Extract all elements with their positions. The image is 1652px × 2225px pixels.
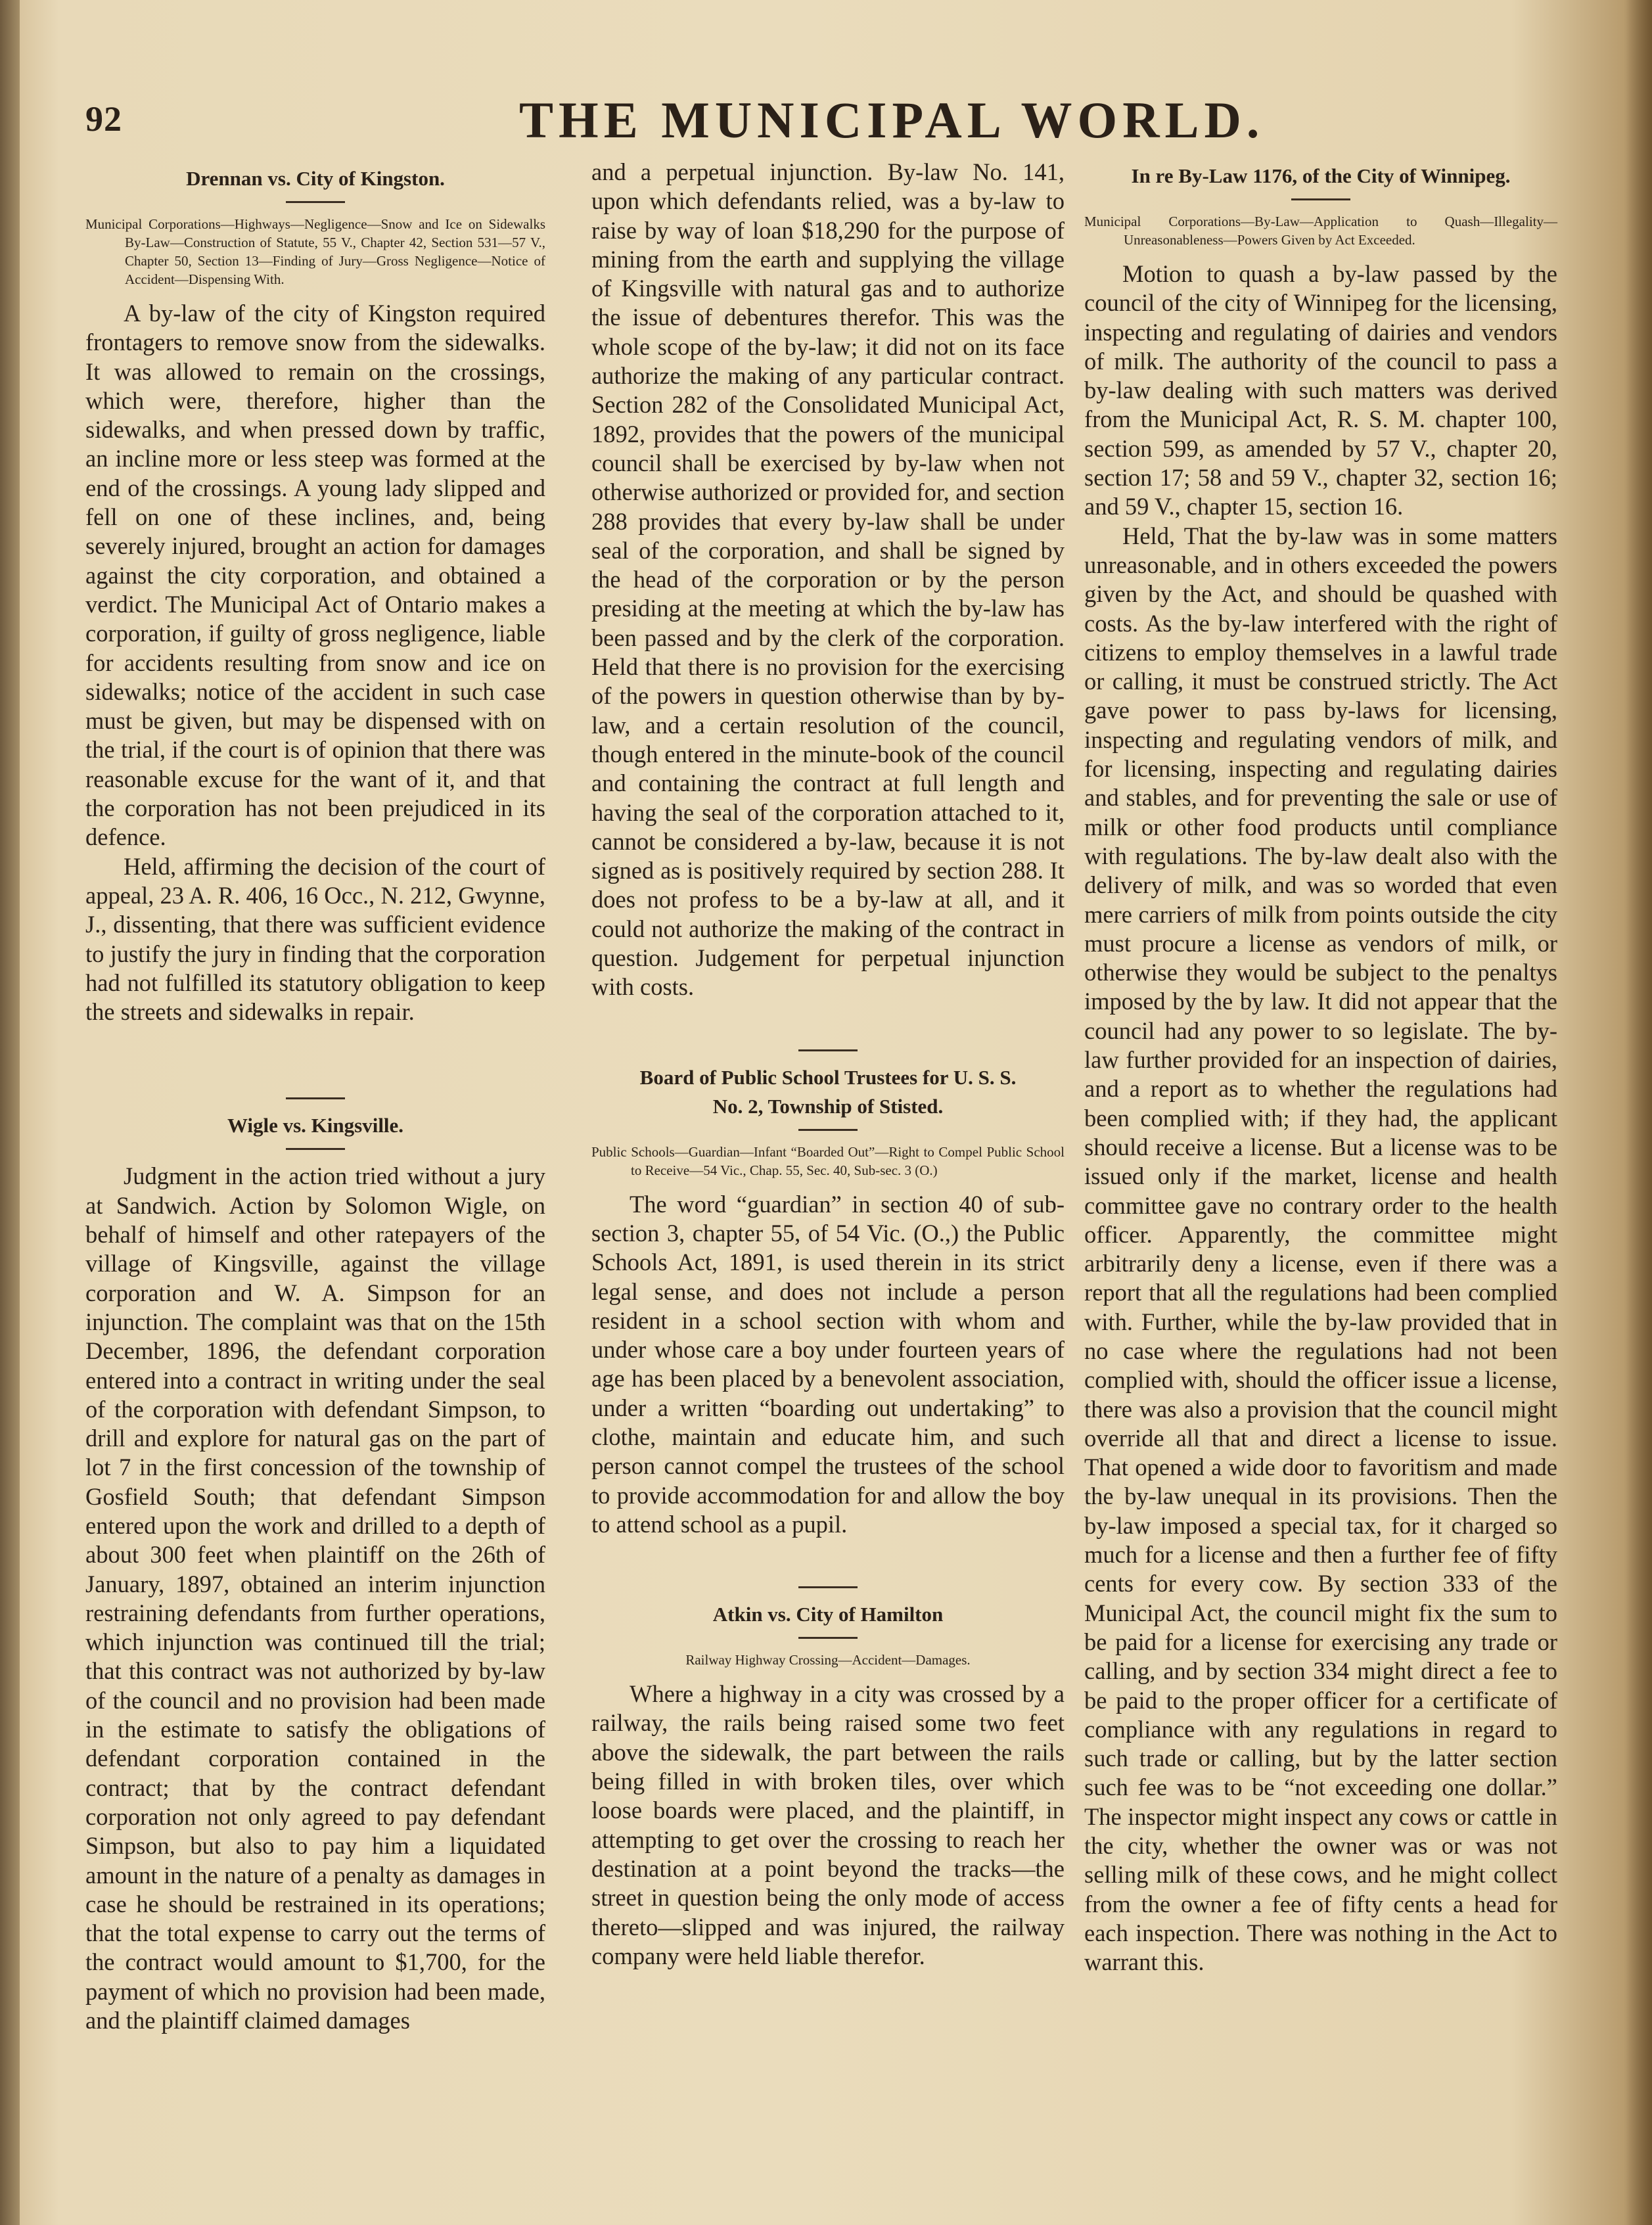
page-edge-shadow (1626, 0, 1652, 2225)
title-rule (286, 201, 345, 203)
section-separator (798, 1586, 858, 1588)
article-title-board-line1: Board of Public School Trustees for U. S. S. (639, 1065, 1017, 1089)
article-subhead-board: Public Schools—Guardian—Infant “Boarded Out”—Right to Compel Public School to Receive—54 Vic., Chap. 55, Sec. 40, Sub-sec. 3 (O.) (591, 1143, 1065, 1178)
article-title-winnipeg: In re By-Law 1176, of the City of Winnipeg. (1131, 164, 1511, 187)
section-gap (591, 1002, 1065, 1042)
section-gap (85, 1026, 545, 1090)
article-title-atkin: Atkin vs. City of Hamilton (712, 1603, 944, 1626)
article-title-drennan: Drennan vs. City of Kingston. (186, 167, 445, 190)
column-3 (1084, 155, 1557, 1977)
page-number: 92 (85, 99, 122, 139)
article-paragraph: Judgment in the action tried without a jury at Sandwich. Action by Solomon Wigle, on behalf of himself and other ratepayers of the village of Kingsville, against the village corporation and W. A. Simpson for an injunction. The complaint was that on the 15th December, 1896, the defendant corporation entered into a contract in writing under the seal of the corporation with defendant Simpson, to drill and explore for natural gas on the part of lot 7 in the first concession of the township of Gosfield South; that defendant Simpson entered upon the work and drilled to a depth of about 300 feet when plaintiff on the 26th of January, 1897, obtained an interim injunction restraining defendants from further operations, which injunction was continued till the trial; that this contract was not authorized by by-law of the council and no provision had been made in the estimate to satisfy the obligations of defendant corporation contained in the contract; that by the contract defendant corporation not only agreed to pay defendant Simpson, but also to pay him a liquidated amount in the nature of a penalty as damages in case he should be restrained in its operations; that the total expense to carry out the terms of the contract would amount to $1,700, for the payment of which no provision had been made, and the plaintiff claimed damages (85, 1162, 545, 2034)
article-paragraph: The word “guardian” in section 40 of sub-section 3, chapter 55, of 54 Vic. (O.,) the Public Schools Act, 1891, is used therein in its strict legal sense, and does not include a person resident in a school section with whom and under whose care a boy under fourteen years of age has been placed by a benevolent association, under a written “boarding out undertaking” to clothe, maintain and educate him, and such person cannot compel the trustees of the school to provide accommodation for and allow the boy to attend school as a pupil. (591, 1190, 1065, 1538)
article-paragraph: Held, That the by-law was in some matters unreasonable, and in others exceeded the powers given by the Act, and should be quashed with costs. As the by-law interfered with the right of citizens to employ themselves in a lawful trade or calling, it must be construed strictly. The Act gave power to pass by-laws for licensing, inspecting and regulating vendors of milk, and for licensing, inspecting and regulating dairies and stables, and for preventing the sale or use of milk or other food products until compliance with regulations. The by-law dealt also with the delivery of milk, and was so worded that even mere carriers of milk from points outside the city must procure a license as vendors of milk, or otherwise they would be subject to the penaltys imposed by the by law. It did not appear that the council had any power to so legislate. The by-law further provided for an inspection of dairies, and a report as to whether the regulations had been complied with; if they had, the applicant should receive a license. But a license was to be issued only if the market, license and health committee gave no contrary order to the health officer. Apparently, the committee might arbitrarily deny a license, even if there was a report that all the regulations had been complied with. Further, while the by-law provided that in no case where the regulations had not been complied with, should the officer issue a license, there was also a provision that the council might override all that and direct a license to issue. That opened a wide door to favoritism and made the by-law unequal in its provisions. Then the by-law imposed a special tax, for it charged so much for a license and then a further fee of fifty cents for every cow. By section 333 of the Municipal Act, the council might fix the sum to be paid for a license for exercising any trade or calling, and by section 334 might direct a fee to be paid to the proper officer for a certificate of compliance with any regulations in regard to such trade or calling, but by the latter section such fee was to be “not exceeding one dollar.” The inspector might inspect any cows or cattle in the city, whether the owner was or was not selling milk of these cows, and he might collect from the owner a fee of fifty cents a head for each inspection. There was nothing in the Act to warrant this. (1084, 522, 1557, 1976)
article-subhead-drennan: Municipal Corporations—Highways—Negligence—Snow and Ice on Sidewalks By-Law—Construction of Statute, 55 V., Chapter 42, Section 531—57 V., Chapter 50, Section 13—Finding of Jury—Gross Negligence—Notice of Accident—Dispensing With. (85, 216, 545, 287)
title-rule (798, 1129, 858, 1131)
article-continuation: and a perpetual injunction. By-law No. 141, upon which defendants relied, was a by-law to raise by way of loan $18,290 for the purpose of mining from the earth and supplying the village of Kingsville with natural gas and to authorize the issue of debentures therefor. This was the whole scope of the by-law; it did not on its face authorize the making of any particular contract. Section 282 of the Consolidated Municipal Act, 1892, provides that the powers of the municipal council shall be exercised by by-law when not otherwise authorized or provided for, and section 288 provides that every by-law shall be under seal of the corporation, and shall be signed by the head of the corporation or by the person presiding at the meeting at which the by-law has been passed and by the clerk of the corporation. Held that there is no provision for the exercising of the powers in question otherwise than by by-law, and a certain resolution of the council, though entered in the minute-book of the council and containing the contract at full length and having the seal of the corporation attached to it, cannot be considered a by-law, because it is not signed as is positively required by section 288. It does not profess to be a by-law at all, and it could not authorize the making of the contract in question. Judgement for perpetual injunction with costs. (591, 158, 1065, 1001)
title-rule (286, 1148, 345, 1150)
section-separator (798, 1049, 858, 1051)
section-gap (591, 1539, 1065, 1578)
article-title-board-line2: No. 2, Township of Stisted. (712, 1094, 944, 1118)
article-paragraph: Motion to quash a by-law passed by the council of the city of Winnipeg for the licensing, inspecting and regulating of dairies and vendors of milk. The authority of the council to pass a by-law dealing with such matters was derived from the Municipal Act, R. S. M. chapter 100, section 599, as amended by 57 V., chapter 20, section 17; 58 and 59 V., chapter 32, section 16; and 59 V., chapter 15, section 16. (1084, 260, 1557, 520)
title-rule (1291, 198, 1350, 200)
article-paragraph: Held, affirming the decision of the court of appeal, 23 A. R. 406, 16 Occ., N. 212, Gwynne, J., dissenting, that there was sufficient evidence to justify the jury in finding that the corporation had not fulfilled its statutory obligation to keep the streets and sidewalks in repair. (85, 852, 545, 1026)
column-1 (85, 158, 545, 2035)
publication-title: THE MUNICIPAL WORLD. (519, 91, 1265, 149)
article-paragraph: Where a highway in a city was crossed by a railway, the rails being raised some two feet above the sidewalk, the part between the rails being filled in with broken tiles, over which loose boards were placed, and the plaintiff, in attempting to get over the crossing to reach her destination at a point beyond the tracks—the street in question being the only mode of access thereto—slipped and was injured, the railway company were held liable therefor. (591, 1680, 1065, 1969)
section-separator (286, 1097, 345, 1099)
book-spine-shadow (0, 0, 20, 2225)
title-rule (798, 1637, 858, 1639)
article-title-wigle: Wigle vs. Kingsville. (227, 1114, 404, 1137)
column-2 (591, 158, 1065, 1971)
article-subhead-winnipeg: Municipal Corporations—By-Law—Application to Quash—Illegality—Unreasonableness—Powers Given by Act Exceeded. (1084, 214, 1557, 248)
article-paragraph: A by-law of the city of Kingston required frontagers to remove snow from the sidewalks. It was allowed to remain on the crossings, which were, therefore, higher than the sidewalks, and when pressed down by traffic, an incline more or less steep was formed at the end of the crossings. A young lady slipped and fell on one of these inclines, and, being severely injured, brought an action for damages against the city corporation, and obtained a verdict. The Municipal Act of Ontario makes a corporation, if guilty of gross negligence, liable for accidents resulting from snow and ice on sidewalks; notice of the accident in such case must be given, but may be dispensed with on the trial, if the court is of opinion that there was reasonable excuse for the want of it, and that the corporation has not been prejudiced in its defence. (85, 300, 545, 851)
article-subhead-atkin: Railway Highway Crossing—Accident—Damages. (685, 1652, 971, 1668)
